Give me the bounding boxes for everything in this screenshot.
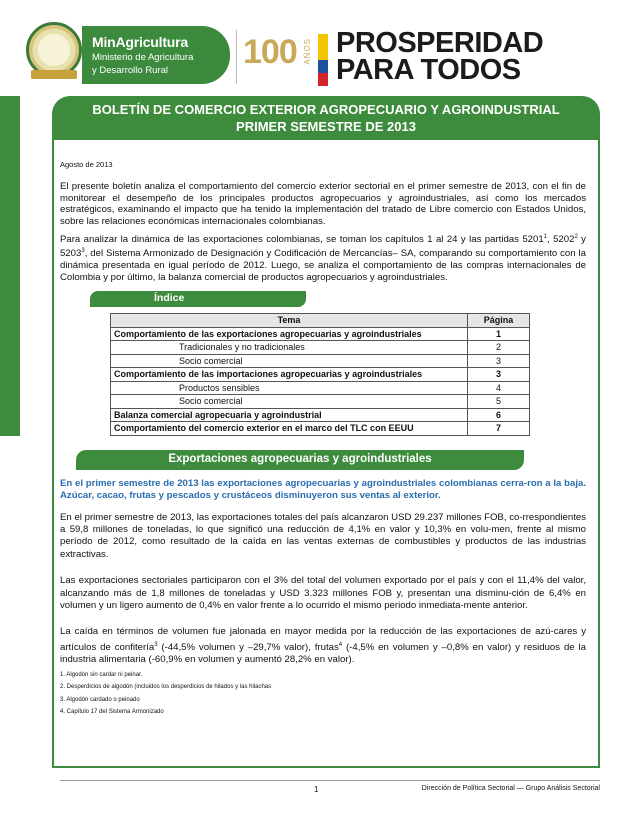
index-row-topic: Comportamiento de las exportaciones agropecuarias y agroindustriales (111, 327, 468, 341)
exports-heading: Exportaciones agropecuarias y agroindustriales (76, 450, 524, 470)
index-heading: Índice (90, 291, 306, 307)
index-row (111, 408, 530, 422)
intro-paragraph-1: El presente boletín analiza el comportamiento del comercio exterior sectorial en el primer semestre de 2013, con el fin de monitorear el desempeño de los principales productos agropecuarios y agroindustriales, así como los mercados estratégicos, examinando el impacto que ha tenido la implementación del tratado de Libre comercio con Estados Unidos, sobre las relaciones económicas internacionales colombianas. (60, 181, 586, 227)
intro-p2-text-a: Para analizar la dinámica de las exportaciones colombianas, se toman los capítulos 1 al 24 y las partidas 5201 (60, 234, 544, 246)
page-header (0, 0, 638, 96)
index-header-row (111, 314, 530, 328)
footnotes (60, 671, 586, 718)
footnote-1: 1. Algodón sin cardar ni peinar. (60, 671, 143, 678)
footnote-ref-4: 4 (338, 641, 343, 648)
index-row-page: 4 (468, 381, 530, 395)
centenary-logo (236, 30, 316, 84)
index-row (111, 422, 530, 436)
index-row-page: 7 (468, 422, 530, 436)
index-col-topic: Tema (111, 314, 468, 328)
footnote-ref-3b: 3 (154, 641, 158, 648)
title-line2: PRIMER SEMESTRE DE 2013 (236, 119, 416, 134)
slogan-line1: PROSPERIDAD (336, 27, 544, 59)
page-number: 1 (314, 785, 319, 794)
index-row-topic: Comportamiento del comercio exterior en el marco del TLC con EEUU (111, 422, 468, 436)
ministry-logo (82, 26, 230, 84)
index-row-topic: Balanza comercial agropecuaria y agroindustrial (111, 408, 468, 422)
intro-p2-text-b: , 5202 (547, 234, 575, 246)
exports-lead: En el primer semestre de 2013 las exportaciones agropecuarias y agroindustriales colombianas cerra-ron a la baja. Azúcar, cacao, frutas y pescados y crustáceos disminuyeron sus ventas al exterior. (60, 477, 586, 501)
ministry-sub2: y Desarrollo Rural (92, 65, 169, 76)
side-strip (0, 96, 20, 436)
index-row-page: 1 (468, 327, 530, 341)
centenary-label: AÑOS (303, 38, 312, 65)
page-footer (60, 780, 600, 794)
ministry-name: MinAgricultura (92, 34, 188, 50)
exports-p3-text-b: (-44,5% volumen y –29,7% valor), frutas (157, 642, 339, 654)
exports-paragraph-1: En el primer semestre de 2013, las exportaciones totales del país alcanzaron USD 29.237 millones FOB, co-rrespondientes a 59,8 millones de toneladas, lo que significó una reducción de 4,1% en valor y 10,3% en volu-men, frente al mismo período de 2012, como resultado de la caída en las ventas externas de combustibles y productos de las industrias extractivas. (60, 511, 586, 560)
footnote-ref-1: 1 (543, 234, 548, 241)
exports-paragraph-2: Las exportaciones sectoriales participaron con el 3% del total del volumen exportado por el país y con el 11,4% del valor, alcanzando más de 1,8 millones de toneladas y USD 3.323 millones FOB y, presentan una disminu-ción de 6,4% en volumen y un ligero aumento de 0,4% en valor frente a lo ocurrido el mismo periodo inmediata-mente anterior. (60, 575, 586, 612)
main-content (60, 160, 586, 721)
index-row-page: 5 (468, 395, 530, 409)
index-row-topic: Socio comercial (111, 395, 468, 409)
title-line1: BOLETÍN DE COMERCIO EXTERIOR AGROPECUARIO Y AGROINDUSTRIAL (92, 102, 560, 117)
index-row (111, 381, 530, 395)
ministry-sub1: Ministerio de Agricultura (92, 52, 194, 63)
flag-stripe-icon (318, 34, 328, 86)
index-row-topic: Socio comercial (111, 354, 468, 368)
footnote-2: 2. Desperdicios de algodón (incluidos los desperdicios de hilados y las hilachas (60, 684, 272, 691)
index-row-page: 6 (468, 408, 530, 422)
index-row (111, 354, 530, 368)
index-row-topic: Productos sensibles (111, 381, 468, 395)
footnote-4: 4. Capítulo 17 del Sistema Armonizado (60, 709, 164, 716)
footnote-ref-3: 3 (81, 248, 85, 255)
index-row-topic: Comportamiento de las importaciones agropecuarias y agroindustriales (111, 368, 468, 382)
intro-p2-text-c: y 5203 (60, 234, 586, 260)
exports-p3-text-a: La caída en términos de volumen fue jalonada en mayor medida por la reducción de las exportaciones de azú-cares y artículos de confitería (60, 626, 586, 654)
index-row (111, 395, 530, 409)
exports-p3-text-c: (-4,5% en volumen y –0,8% en valor) y residuos de la industria alimentaria (-60,9% en volumen y aumentó 28,2% en valor). (60, 642, 586, 666)
index-table (110, 313, 530, 436)
exports-paragraph-3 (60, 626, 586, 666)
index-row (111, 341, 530, 355)
intro-paragraph-2 (60, 232, 586, 283)
index-row (111, 327, 530, 341)
index-row-page: 2 (468, 341, 530, 355)
slogan-logo (336, 27, 544, 86)
index-row-page: 3 (468, 354, 530, 368)
index-table-body (111, 327, 530, 435)
index-row (111, 368, 530, 382)
index-row-topic: Tradicionales y no tradicionales (111, 341, 468, 355)
footnote-ref-2: 2 (574, 234, 578, 241)
slogan-line2: PARA TODOS (336, 54, 521, 86)
footnote-3: 3. Algodón cardado o peinado (60, 696, 140, 703)
publication-date: Agosto de 2013 (60, 160, 113, 169)
index-row-page: 3 (468, 368, 530, 382)
intro-p2-text-d: , del Sistema Armonizado de Designación y Codificación de Mercancías– SA, comparando su comportamiento con la dinámica presentada en igual período de 2012. Luego, se analiza el comportamiento de las compras internacionales de Colombia y por último, la balanza comercial de productos agropecuarios y agroindustriales. (60, 248, 586, 283)
bulletin-title (52, 96, 600, 140)
seal-ribbon (31, 70, 77, 79)
index-col-page: Página (468, 314, 530, 328)
footer-directorate: Dirección de Política Sectorial — Grupo Análisis Sectorial (421, 785, 600, 792)
centenary-number: 100 (243, 33, 297, 71)
